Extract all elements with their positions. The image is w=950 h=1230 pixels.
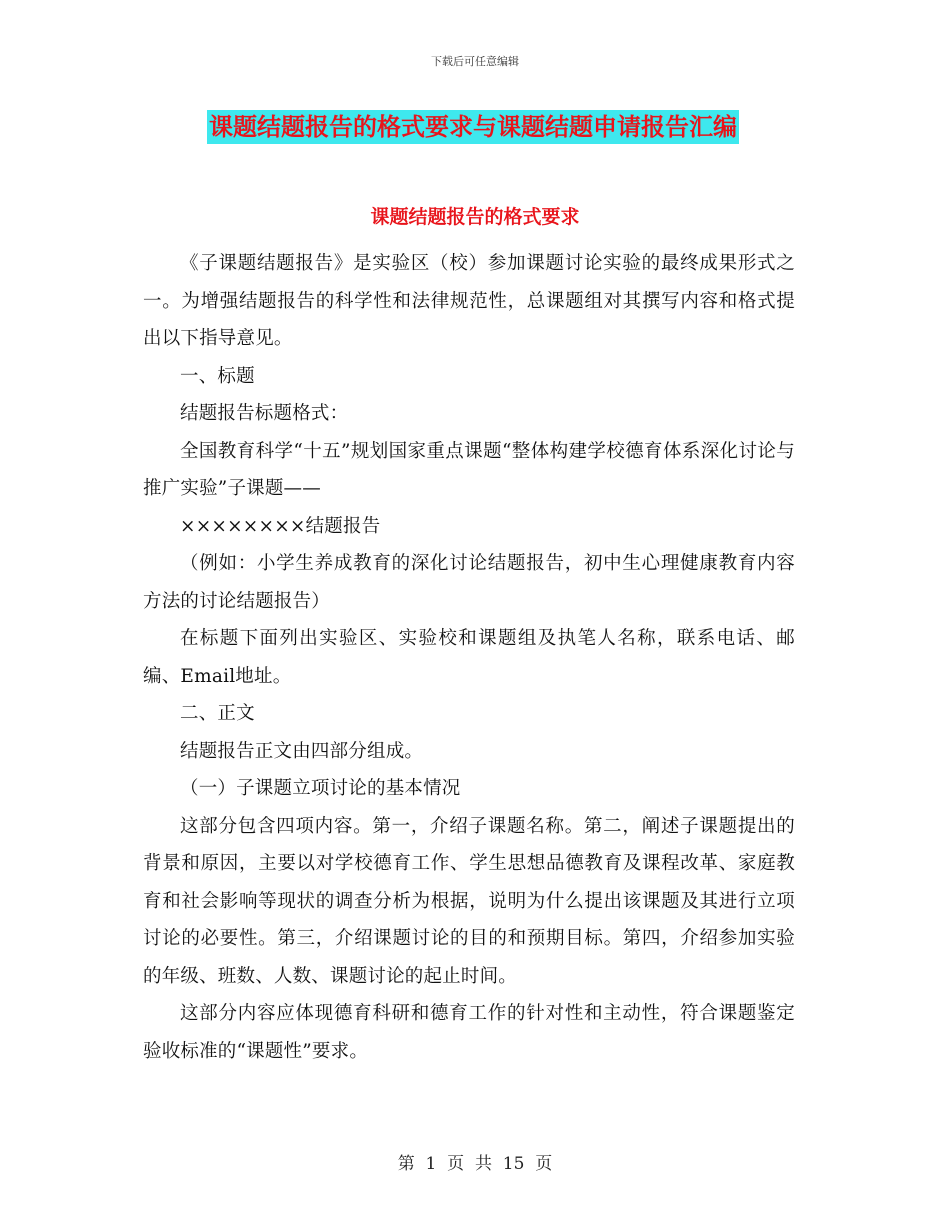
paragraph-title-contact: 在标题下面列出实验区、实验校和课题组及执笔人名称，联系电话、邮编、Email地址。	[143, 628, 795, 687]
paragraph-subsection-1-content: 这部分包含四项内容。第一，介绍子课题名称。第二，阐述子课题提出的背景和原因，主要以对学校德育工作、学生思想品德教育及课程改革、家庭教育和社会影响等现状的调查分析为根据，说明为什么提出该课题及其进行立项讨论的必要性。第三，介绍课题讨论的目的和预期目标。第四，介绍参加实验的年级、班数、人数、课题讨论的起止时间。	[143, 815, 795, 987]
heading-title-section: 一、标题	[180, 365, 255, 387]
heading-subsection-1: （一）子课题立项讨论的基本情况	[180, 778, 461, 799]
paragraph-subsection-1-requirement: 这部分内容应体现德育科研和德育工作的针对性和主动性，符合课题鉴定验收标准的“课题性”要求。	[143, 1003, 795, 1062]
paragraph-title-format: 全国教育科学“十五”规划国家重点课题“整体构建学校德育体系深化讨论与推广实验”子课题——	[143, 440, 795, 499]
page-number-footer: 第 1 页 共 15 页	[397, 1154, 553, 1174]
paragraph-title-format-label: 结题报告标题格式：	[180, 403, 349, 424]
document-body	[143, 245, 795, 1070]
paragraph-intro: 《子课题结题报告》是实验区（校）参加课题讨论实验的最终成果形式之一。为增强结题报告的科学性和法律规范性，总课题组对其撰写内容和格式提出以下指导意见。	[143, 253, 795, 349]
page-header-note: 下载后可任意编辑	[431, 55, 519, 68]
paragraph-body-parts: 结题报告正文由四部分组成。	[180, 740, 424, 762]
section-title: 课题结题报告的格式要求	[370, 206, 580, 228]
document-title: 课题结题报告的格式要求与课题结题申请报告汇编	[207, 110, 739, 144]
paragraph-title-placeholder: ××××××××结题报告	[180, 515, 381, 537]
heading-body-section: 二、正文	[180, 703, 255, 724]
paragraph-title-example: （例如：小学生养成教育的深化讨论结题报告，初中生心理健康教育内容方法的讨论结题报告）	[143, 553, 795, 612]
